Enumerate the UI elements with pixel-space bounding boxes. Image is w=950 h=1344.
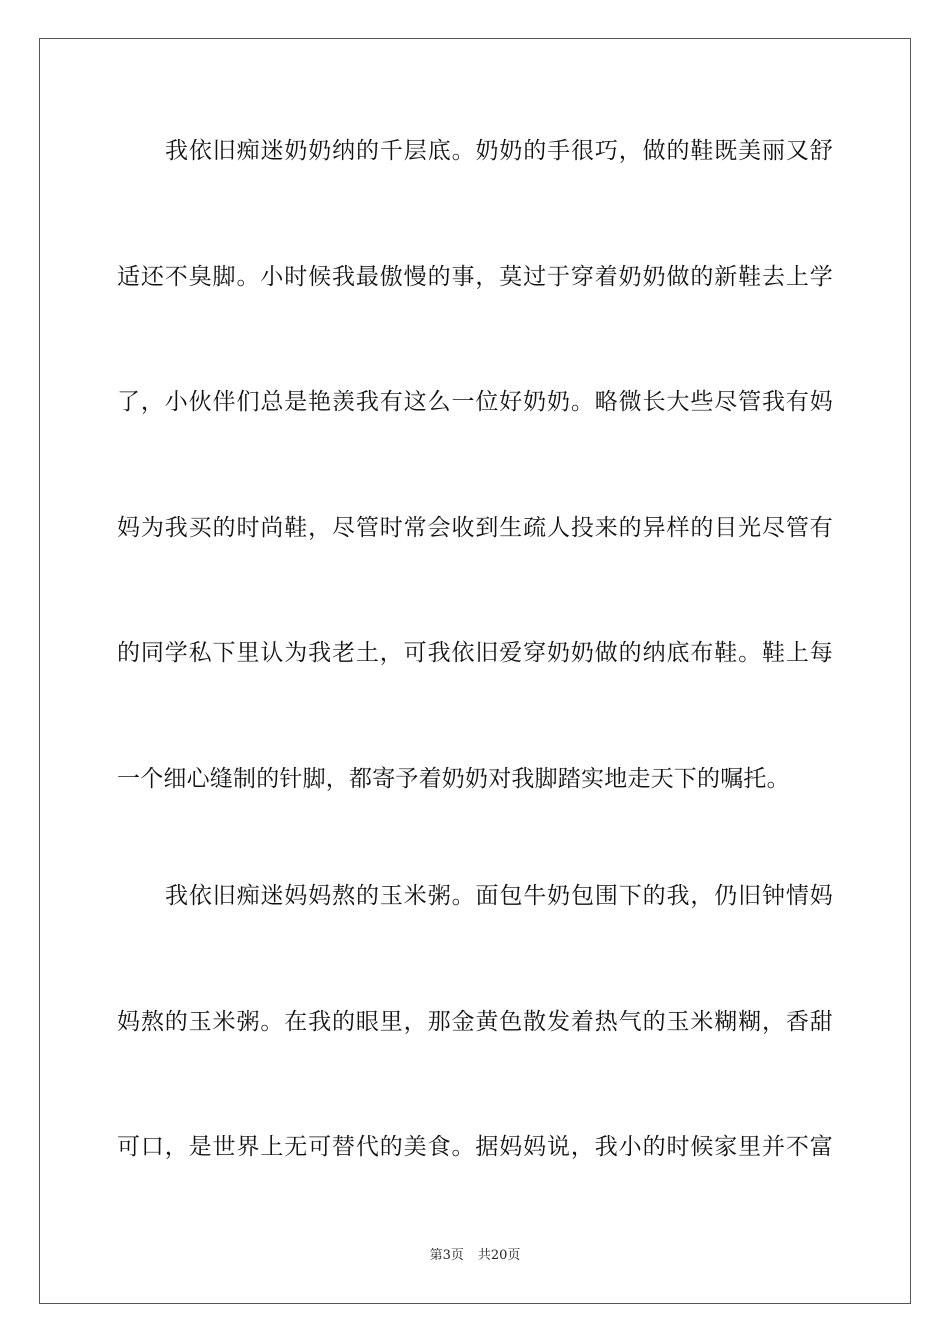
page-number: 第3页: [429, 1248, 464, 1263]
text-line: 可口，是世界上无可替代的美食。据妈妈说，我小的时候家里并不富: [117, 1134, 833, 1160]
text-line: 适还不臭脚。小时候我最傲慢的事，莫过于穿着奶奶做的新鞋去上学: [117, 264, 833, 290]
text-line: 妈熬的玉米粥。在我的眼里，那金黄色散发着热气的玉米糊糊，香甜: [117, 1009, 833, 1035]
text-line: 我依旧痴迷奶奶纳的千层底。奶奶的手很巧，做的鞋既美丽又舒: [165, 138, 833, 164]
text-line: 的同学私下里认为我老土，可我依旧爱穿奶奶做的纳底布鞋。鞋上每: [117, 640, 833, 666]
text-line: 我依旧痴迷妈妈熬的玉米粥。面包牛奶包围下的我，仍旧钟情妈: [165, 883, 833, 909]
page-footer: [0, 1246, 950, 1266]
text-line: 妈为我买的时尚鞋，尽管时常会收到生疏人投来的异样的目光尽管有: [117, 515, 833, 541]
text-line: 了，小伙伴们总是艳羡我有这么一位好奶奶。略微长大些尽管我有妈: [117, 389, 833, 415]
text-line: 一个细心缝制的针脚，都寄予着奶奶对我脚踏实地走天下的嘱托。: [117, 766, 790, 792]
page-total: 共20页: [477, 1248, 521, 1263]
